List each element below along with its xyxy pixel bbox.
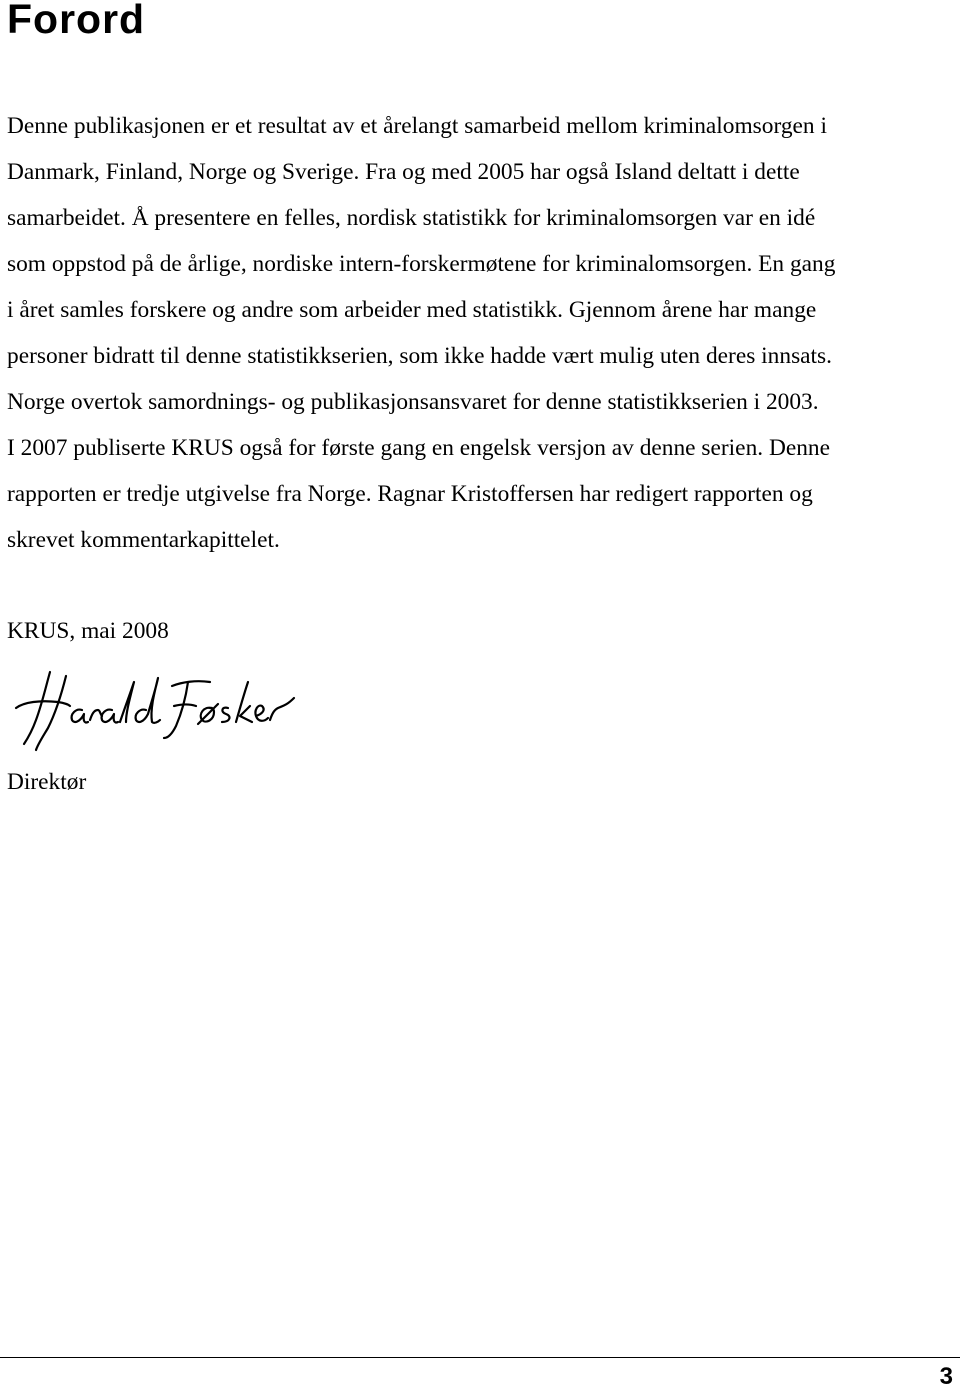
paragraph-line: Norge overtok samordnings- og publikasjonsansvaret for denne statistikkserien i 2003. xyxy=(7,389,819,415)
signatory-title: Direktør xyxy=(7,769,87,795)
page-number: 3 xyxy=(939,1363,953,1390)
paragraph-line: personer bidratt til denne statistikkserien, som ikke hadde vært mulig uten deres innsats. xyxy=(7,343,832,369)
paragraph-line: som oppstod på de årlige, nordiske intern-forskermøtene for kriminalomsorgen. En gang xyxy=(7,251,836,277)
page-title: Forord xyxy=(7,0,146,42)
paragraph-line: i året samles forskere og andre som arbeider med statistikk. Gjennom årene har mange xyxy=(7,297,817,323)
paragraph-line: Denne publikasjonen er et resultat av et årelangt samarbeid mellom kriminalomsorgen i xyxy=(7,113,827,139)
handwritten-signature xyxy=(6,664,298,752)
foreword-paragraph xyxy=(7,103,957,563)
paragraph-line: skrevet kommentarkapittelet. xyxy=(7,527,280,553)
paragraph-line: rapporten er tredje utgivelse fra Norge. Ragnar Kristoffersen har redigert rapporten og xyxy=(7,481,813,507)
paragraph-line: samarbeidet. Å presentere en felles, nordisk statistikk for kriminalomsorgen var en idé xyxy=(7,205,816,231)
place-and-date: KRUS, mai 2008 xyxy=(7,618,169,644)
paragraph-line: I 2007 publiserte KRUS også for første gang en engelsk versjon av denne serien. Denne xyxy=(7,435,831,461)
paragraph-line: Danmark, Finland, Norge og Sverige. Fra og med 2005 har også Island deltatt i dette xyxy=(7,159,800,185)
footer-divider xyxy=(0,1357,960,1358)
